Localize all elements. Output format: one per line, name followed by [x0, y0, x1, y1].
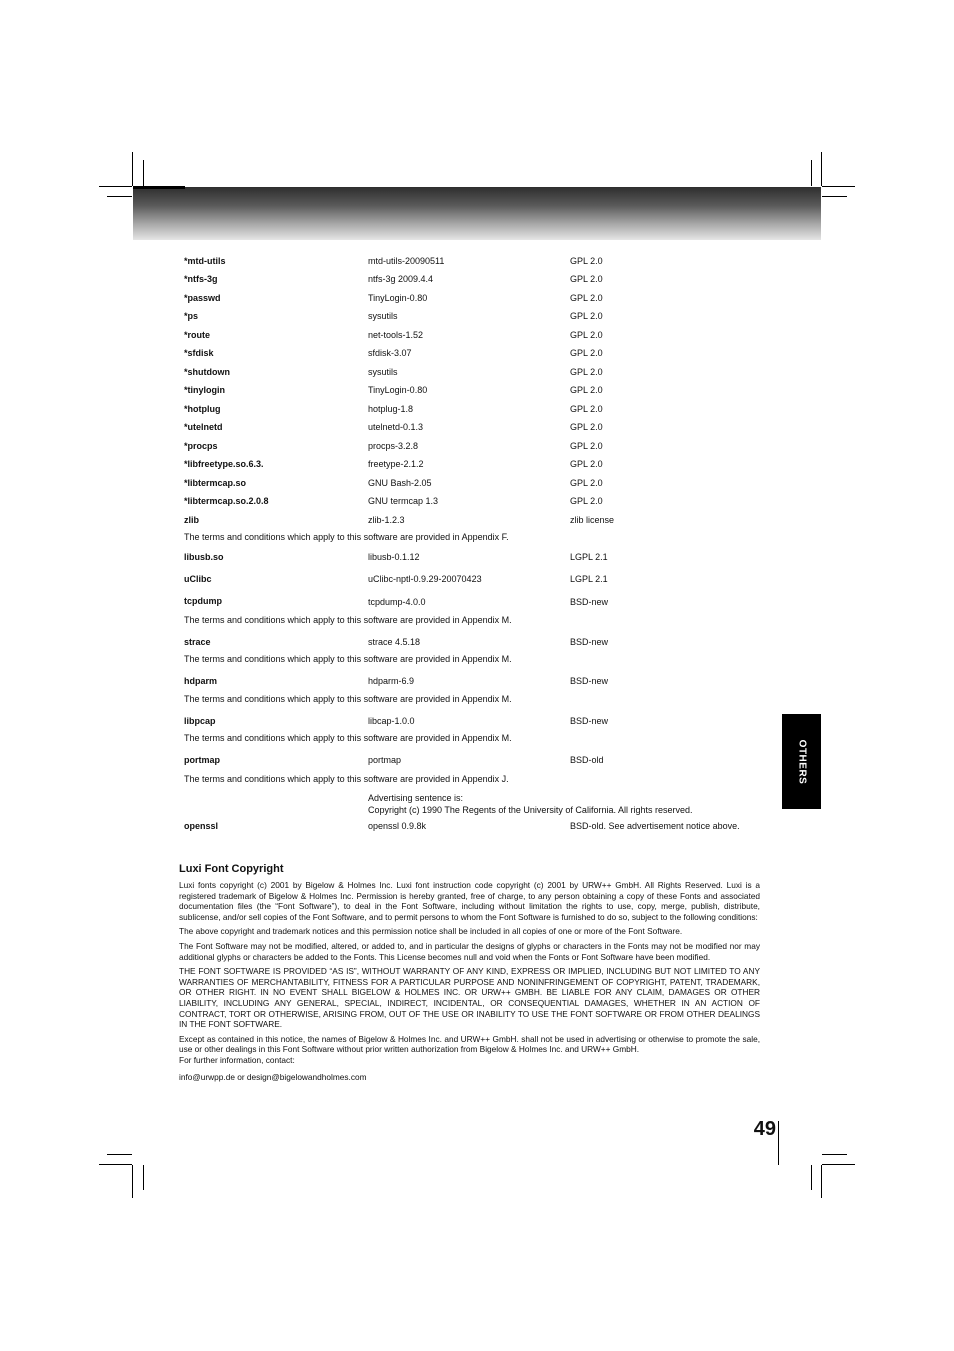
license-type: GPL 2.0 [570, 404, 603, 414]
package-name: ntfs-3g 2009.4.4 [368, 274, 434, 284]
license-type: GPL 2.0 [570, 293, 603, 303]
package-name: sfdisk-3.07 [368, 348, 412, 358]
license-type: GPL 2.0 [570, 385, 603, 395]
table-row [184, 459, 774, 473]
package-name: net-tools-1.52 [368, 330, 424, 340]
license-type: BSD-new [570, 637, 609, 647]
terms-note: The terms and conditions which apply to this software are provided in Appendix M. [184, 654, 512, 664]
package-name: uClibc-nptl-0.9.29-20070423 [368, 574, 482, 584]
table-row [184, 274, 774, 288]
others-side-tab [782, 714, 821, 809]
crop-mark [99, 186, 132, 187]
table-row [184, 515, 774, 529]
section-title: Luxi Font Copyright [179, 863, 284, 875]
table-row [184, 330, 774, 344]
component-name: *passwd [184, 293, 221, 303]
terms-note: The terms and conditions which apply to this software are provided in Appendix M. [184, 694, 512, 704]
paragraph: The above copyright and trademark notices and this permission notice shall be included in all copies of one or more of the Font Software. [179, 926, 683, 937]
package-name: GNU termcap 1.3 [368, 496, 439, 506]
advertising-copyright: Copyright (c) 1990 The Regents of the University of California. All rights reserved. [368, 805, 693, 815]
crop-mark [821, 152, 822, 186]
license-type: GPL 2.0 [570, 348, 603, 358]
component-name: strace [184, 637, 211, 647]
license-type: BSD-new [570, 716, 609, 726]
package-name: hotplug-1.8 [368, 404, 414, 414]
table-row [184, 311, 774, 325]
component-name: openssl [184, 821, 219, 831]
package-name: utelnetd-0.1.3 [368, 422, 424, 432]
package-name: TinyLogin-0.80 [368, 293, 428, 303]
paragraph: Except as contained in this notice, the names of Bigelow & Holmes Inc. and URW++ GmbH. shall not be used in advertising or otherwise to promote the sale, use or other dealings in this Font Software without prior written authorization from Bigelow & Holmes Inc. and URW++ GmbH. [179, 1033, 760, 1055]
table-row [184, 574, 774, 588]
component-name: zlib [184, 515, 199, 525]
component-name: *libfreetype.so.6.3. [184, 459, 264, 469]
crop-mark [811, 160, 812, 186]
component-name: *procps [184, 441, 218, 451]
package-name: GNU Bash-2.05 [368, 478, 432, 488]
license-type: zlib license [570, 515, 615, 525]
table-row [184, 755, 774, 769]
table-row [184, 422, 774, 436]
luxi-font-copyright-section [179, 862, 760, 1086]
license-type: BSD-old. See advertisement notice above. [570, 821, 740, 831]
package-name: TinyLogin-0.80 [368, 385, 428, 395]
license-type: GPL 2.0 [570, 367, 603, 377]
package-name: libusb-0.1.12 [368, 552, 420, 562]
crop-mark [822, 1164, 855, 1165]
table-row [184, 716, 774, 730]
component-name: hdparm [184, 676, 218, 686]
package-name: libcap-1.0.0 [368, 716, 415, 726]
component-name: tcpdump [184, 596, 222, 606]
paragraph: For further information, contact: [179, 1054, 295, 1065]
terms-note: The terms and conditions which apply to this software are provided in Appendix M. [184, 615, 512, 625]
page-number: 49 [753, 1118, 776, 1140]
license-type: GPL 2.0 [570, 478, 603, 488]
package-name: portmap [368, 755, 402, 765]
package-name: strace 4.5.18 [368, 637, 421, 647]
license-type: LGPL 2.1 [570, 574, 608, 584]
package-name: freetype-2.1.2 [368, 459, 424, 469]
table-row [184, 293, 774, 307]
crop-mark [107, 196, 132, 197]
terms-note: The terms and conditions which apply to this software are provided in Appendix J. [184, 774, 509, 784]
table-row [184, 496, 774, 510]
crop-mark [99, 1164, 132, 1165]
license-type: GPL 2.0 [570, 496, 603, 506]
crop-mark [132, 1165, 133, 1198]
component-name: *ntfs-3g [184, 274, 218, 284]
table-row [184, 821, 774, 835]
license-type: LGPL 2.1 [570, 552, 608, 562]
license-type: GPL 2.0 [570, 274, 603, 284]
component-name: libpcap [184, 716, 216, 726]
table-row [184, 637, 774, 651]
component-name: *libtermcap.so [184, 478, 247, 488]
package-name: openssl 0.9.8k [368, 821, 427, 831]
table-row [184, 348, 774, 362]
table-row [184, 256, 774, 270]
component-name: *libtermcap.so.2.0.8 [184, 496, 269, 506]
component-name: *route [184, 330, 211, 340]
page-number-rule [778, 1121, 779, 1165]
paragraph: The Font Software may not be modified, altered, or added to, and in particular the designs of glyphs or characters in the Fonts may not be modified nor may additional glyphs or characters be added to the Fonts. This License becomes null and void when the Fonts or Font Software have been modified. [179, 940, 760, 962]
table-row [184, 404, 774, 418]
license-type: BSD-new [570, 597, 609, 607]
crop-mark [822, 1154, 847, 1155]
license-type: GPL 2.0 [570, 311, 603, 321]
table-row [184, 478, 774, 492]
license-type: GPL 2.0 [570, 459, 603, 469]
crop-mark [107, 1154, 132, 1155]
table-row [184, 596, 774, 610]
crop-mark [143, 1165, 144, 1190]
license-type: GPL 2.0 [570, 330, 603, 340]
license-type: GPL 2.0 [570, 441, 603, 451]
terms-note: The terms and conditions which apply to this software are provided in Appendix M. [184, 733, 512, 743]
table-row [184, 552, 774, 566]
package-name: tcpdump-4.0.0 [368, 597, 426, 607]
crop-mark [822, 196, 847, 197]
crop-mark [822, 186, 855, 187]
component-name: *shutdown [184, 367, 230, 377]
header-band [133, 187, 821, 240]
component-name: libusb.so [184, 552, 224, 562]
package-name: procps-3.2.8 [368, 441, 419, 451]
component-name: *utelnetd [184, 422, 223, 432]
license-type: GPL 2.0 [570, 256, 603, 266]
crop-mark [132, 152, 133, 186]
package-name: sysutils [368, 367, 398, 377]
license-type: BSD-old [570, 755, 604, 765]
package-name: mtd-utils-20090511 [368, 256, 445, 266]
component-name: uClibc [184, 574, 212, 584]
license-type: GPL 2.0 [570, 422, 603, 432]
component-name: portmap [184, 755, 220, 765]
advertising-sentence-label: Advertising sentence is: [368, 793, 464, 803]
component-name: *hotplug [184, 404, 221, 414]
component-name: *mtd-utils [184, 256, 226, 266]
paragraph: Luxi fonts copyright (c) 2001 by Bigelow & Holmes Inc. Luxi font instruction code copyright (c) 2001 by URW++ GmbH. All Rights Reserved. Luxi is a registered trademark of Bigelow & Holmes Inc. Permission is hereby granted, free of charge, to any person obtaining a copy of these Fonts and associated documentation files (the “Font Software”), to deal in the Font Software, including without limitation the rights to use, copy, merge, publish, distribute, sublicense, and/or sell copies of the Font Software, and to permit persons to whom the Font Software is furnished to do so, subject to the following conditions: [179, 880, 760, 922]
crop-mark [143, 160, 144, 186]
package-name: hdparm-6.9 [368, 676, 415, 686]
component-name: *tinylogin [184, 385, 225, 395]
table-row [184, 385, 774, 399]
contact-info: info@urwpp.de or design@bigelowandholmes.com [179, 1071, 367, 1082]
side-tab-label: OTHERS [796, 739, 807, 784]
terms-note: The terms and conditions which apply to this software are provided in Appendix F. [184, 532, 509, 542]
license-type: BSD-new [570, 676, 609, 686]
table-row [184, 676, 774, 690]
component-name: *ps [184, 311, 199, 321]
table-row [184, 441, 774, 455]
crop-mark [821, 1165, 822, 1198]
crop-mark [811, 1165, 812, 1190]
package-name: zlib-1.2.3 [368, 515, 405, 525]
component-name: *sfdisk [184, 348, 214, 358]
table-row [184, 367, 774, 381]
paragraph: THE FONT SOFTWARE IS PROVIDED “AS IS”, WITHOUT WARRANTY OF ANY KIND, EXPRESS OR IMPLIED, INCLUDING BUT NOT LIMITED TO ANY WARRANTIES OF MERCHANTABILITY, FITNESS FOR A PARTICULAR PURPOSE AND NONINFRINGEMENT OF COPYRIGHT, PATENT, TRADEMARK, OR OTHER RIGHT. IN NO EVENT SHALL BIGELOW & HOLMES INC. OR URW++ GMBH. BE LIABLE FOR ANY CLAIM, DAMAGES OR OTHER LIABILITY, INCLUDING ANY GENERAL, SPECIAL, INDIRECT, INCIDENTAL, OR CONSEQUENTIAL DAMAGES, WHETHER IN AN ACTION OF CONTRACT, TORT OR OTHERWISE, ARISING FROM, OUT OF THE USE OR INABILITY TO USE THE FONT SOFTWARE OR FROM OTHER DEALINGS IN THE FONT SOFTWARE. [179, 966, 760, 1030]
package-name: sysutils [368, 311, 398, 321]
